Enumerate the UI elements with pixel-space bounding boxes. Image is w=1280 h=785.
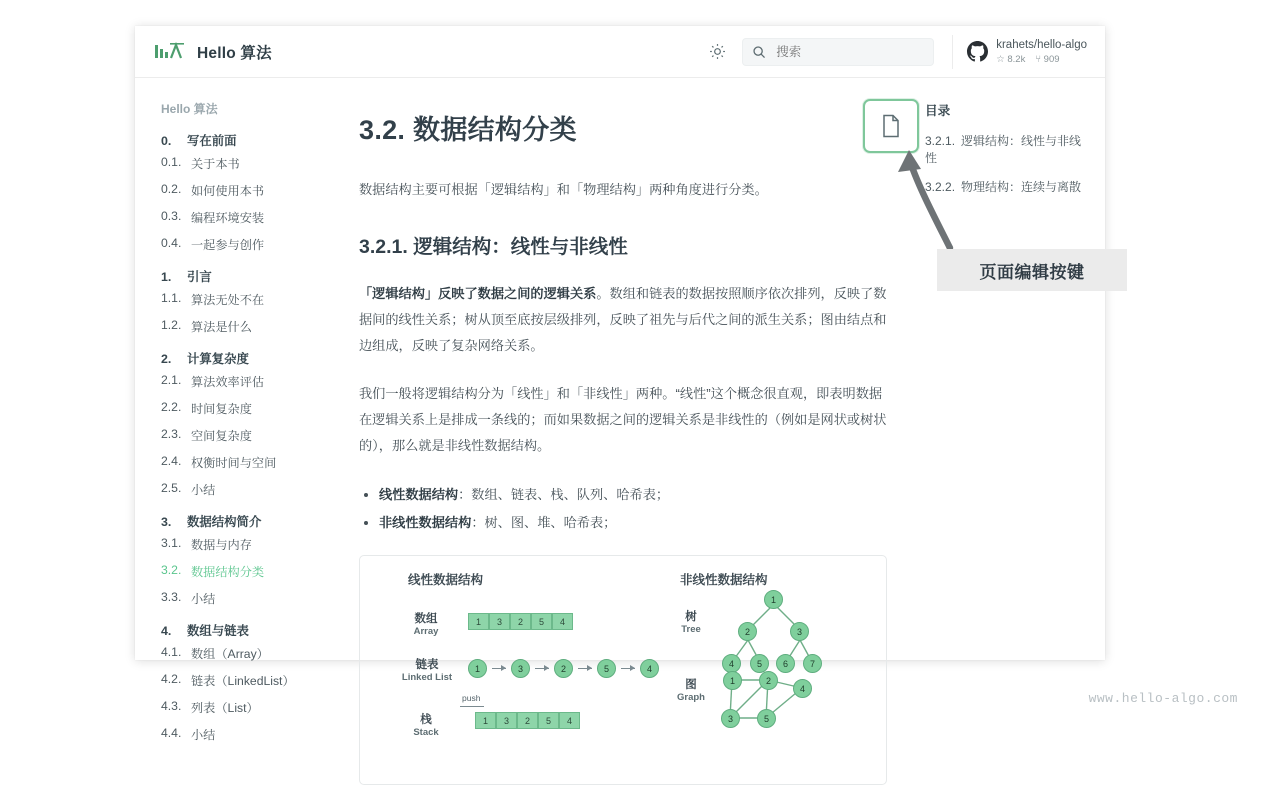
sidebar-item-0-3[interactable] <box>161 209 321 226</box>
list-item-term: 线性数据结构 <box>379 487 459 502</box>
sidebar-item-1-1[interactable] <box>161 291 321 308</box>
repo-stars: ☆ 8.2k <box>996 53 1026 65</box>
list-item-text: ：数组、链表、栈、队列、哈希表； <box>458 487 670 502</box>
paragraph-logical-structure <box>359 281 887 359</box>
item-number: 0.1. <box>161 155 182 169</box>
figure-graph-label <box>668 676 714 703</box>
brightness-icon[interactable] <box>704 39 730 65</box>
item-number: 4.1. <box>161 645 182 659</box>
figure-stack-cells <box>475 712 580 729</box>
link-arrow-icon <box>535 668 549 669</box>
tree-node: 4 <box>722 654 741 673</box>
graph-node: 2 <box>759 671 778 690</box>
annotation-label: 页面编辑按键 <box>979 262 1085 282</box>
repo-name: krahets/hello-algo <box>996 38 1087 51</box>
sidebar-item-1-2[interactable] <box>161 318 321 335</box>
list-item-term: 非线性数据结构 <box>379 515 472 530</box>
tree-node: 3 <box>790 622 809 641</box>
toc-item-label: 物理结构：连续与离散 <box>961 180 1082 194</box>
figure-linkedlist-nodes <box>468 659 659 678</box>
stack-cell: 3 <box>496 712 517 729</box>
item-number: 4.2. <box>161 672 182 686</box>
stack-cell: 5 <box>538 712 559 729</box>
tree-node: 2 <box>738 622 757 641</box>
item-number: 1.2. <box>161 318 182 332</box>
section-title: 数据结构简介 <box>187 515 262 529</box>
item-label: 一起参与创作 <box>191 238 265 252</box>
sidebar-item-4-3[interactable] <box>161 699 321 716</box>
item-label: 数据结构分类 <box>191 565 265 579</box>
sidebar-section-2[interactable] <box>161 349 321 367</box>
site-title[interactable]: Hello 算法 <box>197 44 272 62</box>
item-number: 4.3. <box>161 699 182 713</box>
sidebar-item-2-4[interactable] <box>161 454 321 471</box>
graph-node: 3 <box>721 709 740 728</box>
tree-node: 5 <box>750 654 769 673</box>
sidebar-item-4-1[interactable] <box>161 645 321 662</box>
graph-node: 4 <box>793 679 812 698</box>
item-number: 2.2. <box>161 400 182 414</box>
search-box[interactable] <box>742 38 934 66</box>
sidebar-item-0-2[interactable] <box>161 182 321 199</box>
graph-label-cn: 图 <box>685 679 697 691</box>
section-heading-logical-structure: 3.2.1. 逻辑结构：线性与非线性 <box>359 236 628 258</box>
repo-stats <box>996 53 1087 66</box>
sidebar-item-2-1[interactable] <box>161 373 321 390</box>
item-number: 1.1. <box>161 291 182 305</box>
sidebar-item-0-4[interactable] <box>161 236 321 253</box>
sidebar-item-2-3[interactable] <box>161 427 321 444</box>
item-label: 时间复杂度 <box>191 402 252 416</box>
array-label-en: Array <box>413 626 439 637</box>
sidebar-brand: Hello 算法 <box>161 102 218 116</box>
sidebar-section-1[interactable] <box>161 267 321 285</box>
item-label: 关于本书 <box>191 157 240 171</box>
item-label: 算法是什么 <box>191 320 252 334</box>
intro-paragraph: 数据结构主要可根据「逻辑结构」和「物理结构」两种角度进行分类。 <box>359 182 768 197</box>
list-item-text: ：树、图、堆、哈希表； <box>471 515 617 530</box>
stack-push-arrow-icon <box>460 706 484 707</box>
item-label: 小结 <box>191 728 216 742</box>
array-cell: 4 <box>552 613 573 630</box>
stack-cell: 2 <box>517 712 538 729</box>
graph-node: 1 <box>723 671 742 690</box>
toc-item-number: 3.2.1. <box>925 134 956 148</box>
linkedlist-node: 3 <box>511 659 530 678</box>
figure-right-title: 非线性数据结构 <box>680 573 768 587</box>
annotation-arrow-icon <box>895 148 975 258</box>
toc-title: 目录 <box>925 104 951 118</box>
item-number: 3.2. <box>161 563 182 577</box>
array-cell: 3 <box>489 613 510 630</box>
link-arrow-icon <box>621 668 635 669</box>
sidebar-item-2-5[interactable] <box>161 481 321 498</box>
section-number: 4. <box>161 624 172 638</box>
array-label-cn: 数组 <box>414 613 438 625</box>
sidebar-item-4-2[interactable] <box>161 672 321 689</box>
hello-algo-logo-icon[interactable] <box>153 41 187 63</box>
figure-left-title: 线性数据结构 <box>408 573 484 587</box>
item-number: 2.4. <box>161 454 182 468</box>
annotation-label-box <box>937 249 1127 291</box>
section-number: 1. <box>161 270 172 284</box>
section-number: 2. <box>161 352 172 366</box>
graph-label-en: Graph <box>677 692 705 703</box>
item-number: 0.2. <box>161 182 182 196</box>
tree-node: 7 <box>803 654 822 673</box>
item-number: 2.3. <box>161 427 182 441</box>
item-number: 0.4. <box>161 236 182 250</box>
edit-page-button[interactable] <box>863 99 919 153</box>
item-label: 链表（LinkedList） <box>191 674 295 688</box>
sidebar-item-3-1[interactable] <box>161 536 321 553</box>
stack-cell: 4 <box>559 712 580 729</box>
linkedlist-node: 4 <box>640 659 659 678</box>
site-header <box>135 26 1105 78</box>
linkedlist-label-en: Linked List <box>401 672 453 683</box>
section-title: 引言 <box>187 270 212 284</box>
repo-link[interactable] <box>952 35 1087 69</box>
section-title: 数组与链表 <box>187 624 249 638</box>
watermark: www.hello-algo.com <box>1088 691 1238 706</box>
sidebar-item-data-structure-classification[interactable] <box>161 563 321 580</box>
paragraph-linear-nonlinear: 我们一般将逻辑结构分为「线性」和「非线性」两种。“线性”这个概念很直观，即表明数据在逻辑关系上是排成一条线的；而如果数据之间的逻辑关系是非线性的（例如是网状或树状的），那么就是非线性数据结构。 <box>359 386 887 453</box>
sidebar-item-0-1[interactable] <box>161 155 321 172</box>
item-label: 权衡时间与空间 <box>191 456 277 470</box>
linkedlist-label-cn: 链表 <box>415 659 439 671</box>
stack-label-cn: 栈 <box>420 714 432 726</box>
stack-push-label: push <box>462 693 481 703</box>
sidebar-item-2-2[interactable] <box>161 400 321 417</box>
item-number: 4.4. <box>161 726 182 740</box>
section-title: 写在前面 <box>187 134 237 148</box>
main-content <box>331 78 919 738</box>
linkedlist-node: 5 <box>597 659 616 678</box>
item-label: 算法无处不在 <box>191 293 265 307</box>
item-label: 小结 <box>191 483 216 497</box>
item-label: 算法效率评估 <box>191 375 265 389</box>
list-item <box>379 481 887 509</box>
item-label: 如何使用本书 <box>191 184 265 198</box>
tree-label-cn: 树 <box>685 611 697 623</box>
item-number: 2.1. <box>161 373 182 387</box>
tree-node: 1 <box>764 590 783 609</box>
item-number: 3.1. <box>161 536 182 550</box>
sidebar-section-0[interactable] <box>161 131 321 149</box>
sidebar-item-4-4[interactable] <box>161 726 321 743</box>
item-label: 数据与内存 <box>191 538 252 552</box>
figure-array-cells <box>468 613 573 630</box>
item-label: 列表（List） <box>191 701 259 715</box>
toc-item-number: 3.2.2. <box>925 180 956 194</box>
search-input[interactable] <box>774 44 924 60</box>
item-label: 数组（Array） <box>191 647 269 661</box>
documentation-page <box>135 26 1105 742</box>
tree-label-en: Tree <box>681 624 701 635</box>
section-number: 3. <box>161 515 172 529</box>
stack-cell: 1 <box>475 712 496 729</box>
toc-item-label: 逻辑结构：线性与非线性 <box>925 134 1082 165</box>
array-cell: 5 <box>531 613 552 630</box>
link-arrow-icon <box>492 668 506 669</box>
item-number: 0.3. <box>161 209 182 223</box>
figure-graph <box>720 668 840 748</box>
figure-tree-label <box>670 608 712 635</box>
stack-label-en: Stack <box>413 727 439 738</box>
link-arrow-icon <box>578 668 592 669</box>
item-label: 小结 <box>191 592 216 606</box>
page-title: 3.2. 数据结构分类 <box>359 115 577 145</box>
search-icon <box>752 45 766 59</box>
sidebar-section-4[interactable] <box>161 621 321 639</box>
array-cell: 1 <box>468 613 489 630</box>
list-item <box>379 509 887 537</box>
figure-array-label <box>396 610 456 637</box>
sidebar-section-3[interactable] <box>161 512 321 530</box>
figure-stack-label <box>396 711 456 738</box>
graph-node: 5 <box>757 709 776 728</box>
repo-text <box>996 38 1087 66</box>
github-icon <box>967 41 988 62</box>
section-title: 计算复杂度 <box>187 352 249 366</box>
item-number: 2.5. <box>161 481 182 495</box>
classification-list <box>359 481 887 537</box>
section-number: 0. <box>161 134 172 148</box>
repo-forks: ⑂ 909 <box>1035 53 1060 65</box>
figure-linkedlist-label <box>386 656 468 683</box>
sidebar-item-3-3[interactable] <box>161 590 321 607</box>
item-number: 3.3. <box>161 590 182 604</box>
data-structure-figure <box>359 555 887 785</box>
paragraph-rest: 。数组和链表的数据按照顺序依次排列，反映了数据间的线性关系；树从顶至底按层级排列，反映了祖先与后代之间的派生关系；图由结点和边组成，反映了复杂网络关系。 <box>359 286 887 353</box>
paragraph-bold-lead: 「逻辑结构」反映了数据之间的逻辑关系 <box>359 286 597 301</box>
sidebar-nav <box>135 78 331 742</box>
item-label: 空间复杂度 <box>191 429 252 443</box>
linkedlist-node: 2 <box>554 659 573 678</box>
array-cell: 2 <box>510 613 531 630</box>
linkedlist-node: 1 <box>468 659 487 678</box>
tree-node: 6 <box>776 654 795 673</box>
item-label: 编程环境安装 <box>191 211 265 225</box>
